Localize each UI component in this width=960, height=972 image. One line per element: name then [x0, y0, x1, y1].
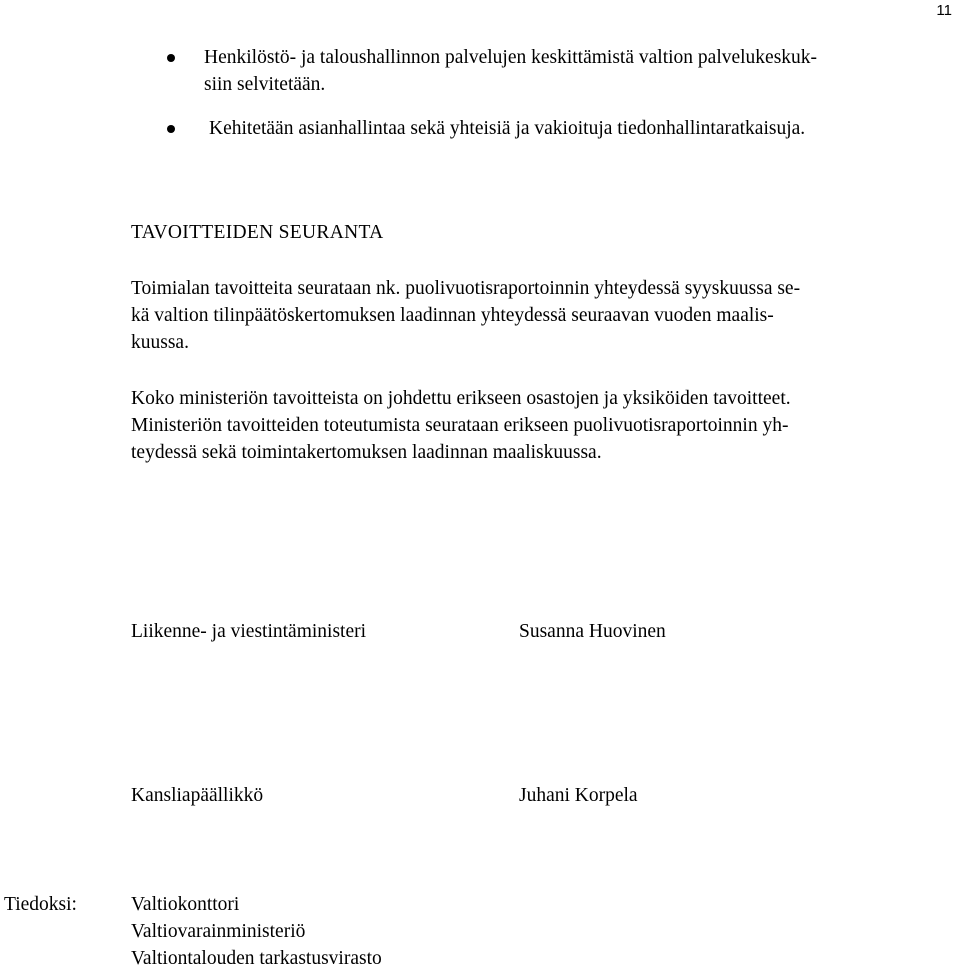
- signer-title: Kansliapäällikkö: [131, 785, 264, 806]
- bullet-dot-icon: [167, 125, 175, 133]
- paragraph-line: Koko ministeriön tavoitteista on johdettu erikseen osastojen ja yksiköiden tavoitteet.: [131, 388, 791, 409]
- paragraph-line: kä valtion tilinpäätöskertomuksen laadinnan yhteydessä seuraavan vuoden maalis-: [131, 305, 774, 326]
- signer-name: Juhani Korpela: [519, 785, 638, 806]
- section-heading: TAVOITTEIDEN SEURANTA: [131, 222, 384, 243]
- signer-title: Liikenne- ja viestintäministeri: [131, 621, 367, 642]
- bullet-text-line: Henkilöstö- ja taloushallinnon palvelujen keskittämistä valtion palvelukeskuk-: [204, 47, 818, 68]
- recipient: Valtiokonttori: [131, 894, 240, 915]
- page-number: 11: [936, 2, 952, 19]
- paragraph-line: teydessä sekä toimintakertomuksen laadinnan maaliskuussa.: [131, 442, 602, 463]
- distribution-label: Tiedoksi:: [4, 894, 77, 915]
- bullet-dot-icon: [167, 54, 175, 62]
- paragraph-line: Ministeriön tavoitteiden toteutumista seurataan erikseen puolivuotisraportoinnin yh-: [131, 415, 789, 436]
- paragraph-line: kuussa.: [131, 332, 189, 353]
- paragraph-line: Toimialan tavoitteita seurataan nk. puolivuotisraportoinnin yhteydessä syyskuussa se-: [131, 278, 801, 299]
- bullet-text-line: siin selvitetään.: [204, 74, 326, 95]
- bullet-text-line: Kehitetään asianhallintaa sekä yhteisiä ja vakioituja tiedonhallintaratkaisuja.: [209, 118, 806, 139]
- recipient: Valtiovarainministeriö: [131, 921, 306, 942]
- signer-name: Susanna Huovinen: [519, 621, 666, 642]
- recipient: Valtiontalouden tarkastusvirasto: [131, 948, 382, 969]
